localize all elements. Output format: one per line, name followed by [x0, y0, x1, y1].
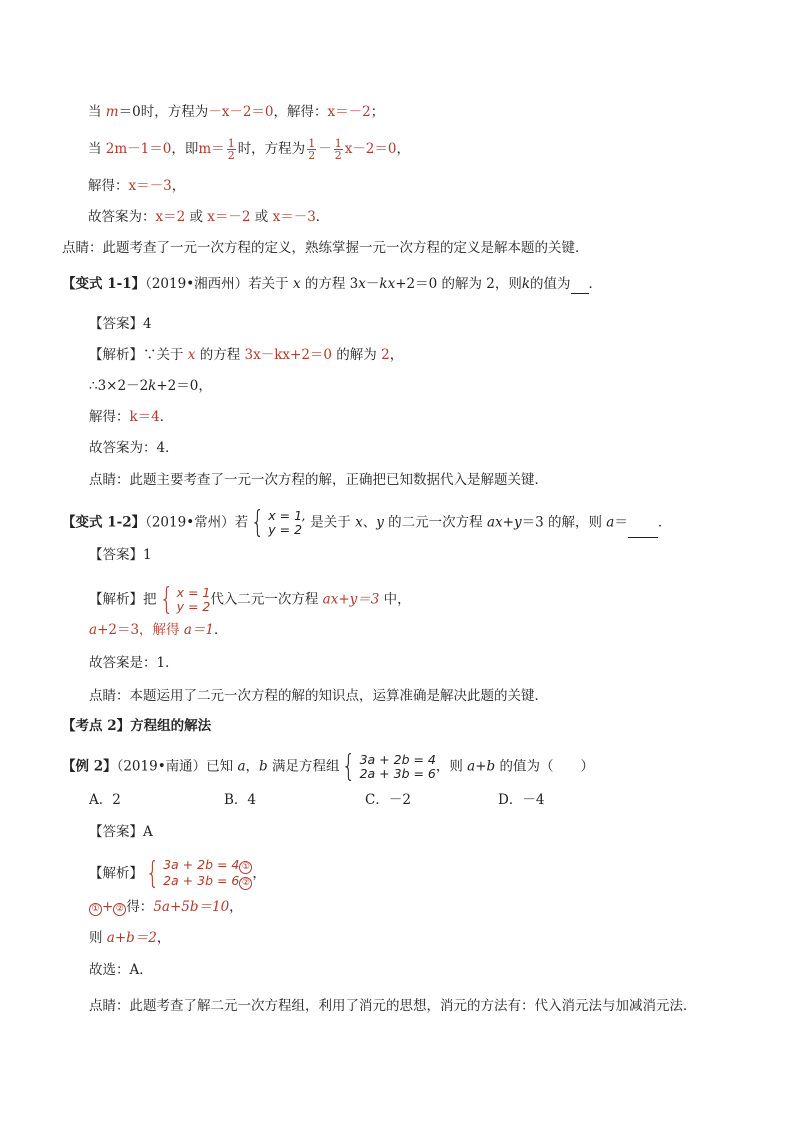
solution-line-1	[88, 102, 384, 122]
fraction: $\frac{1}{2}$	[334, 137, 342, 162]
text: 当	[88, 141, 106, 157]
variant-1-1-final: 故答案为：4．	[89, 440, 179, 456]
math: x－2＝0	[344, 141, 397, 157]
commentary-1: 点睛：此题考查了一元一次方程的定义，熟练掌握一元一次方程的定义是解本题的关键．	[62, 240, 589, 256]
equation-system: { x = 1 y = 2	[159, 582, 211, 617]
fraction: $\frac{1}{2}$	[308, 137, 316, 162]
math: －	[318, 141, 332, 157]
variant-1-1-step-2: ∴3×2－2k+2＝0，	[89, 378, 212, 394]
variant-1-1-step-3: 解得：k＝4．	[89, 409, 174, 425]
text: ，解得：	[273, 104, 328, 120]
text: ，即	[171, 141, 199, 157]
variant-1-2-step-2: a+2＝3，解得 a＝1．	[89, 622, 228, 638]
example-2-step-3: 则 a+b＝2，	[89, 930, 171, 946]
variant-tag: 【变式 1-2】	[62, 514, 146, 531]
variant-1-1-question: 【变式 1-1】（2019•湘西州）若关于 x 的方程 3x－kx+2＝0 的解为 2，则k的值为 ．	[62, 276, 603, 292]
variant-1-1-commentary: 点睛：此题主要考查了一元一次方程的解，正确把已知数据代入是解题关键．	[89, 472, 548, 488]
math: －x－2＝0	[208, 104, 274, 120]
example-2-commentary: 点睛：此题考查了解二元一次方程组，利用了消元的思想，消元的方法有：代入消元法与加减消元法．	[89, 998, 697, 1014]
key-point-heading: 【考点 2】方程组的解法	[62, 718, 212, 734]
solution-line-4: 故答案为：x＝2 或 x＝－2 或 x＝－3．	[88, 209, 330, 225]
variant-1-1-answer: 【答案】4	[89, 316, 152, 332]
option-d: D．－4	[498, 792, 545, 808]
math: x＝－2	[327, 104, 371, 120]
solution-line-2	[88, 138, 410, 161]
text: ，	[396, 141, 410, 157]
example-2-step-2: ① + ② 得：5a+5b＝10，	[89, 897, 243, 917]
example-tag: 【例 2】	[62, 758, 117, 775]
example-2-answer: 【答案】A	[89, 824, 153, 840]
variant-tag: 【变式 1-1】	[62, 276, 146, 292]
variant-1-2-final: 故答案是：1．	[89, 655, 179, 671]
text: 当	[88, 104, 106, 120]
variant-1-2-answer: 【答案】1	[89, 547, 152, 563]
equation-system: { x = 1, y = 2	[251, 505, 307, 540]
fraction: $\frac{1}{2}$	[227, 137, 235, 162]
text: ；	[370, 104, 385, 120]
option-b: B．4	[224, 792, 257, 808]
option-c: C．－2	[365, 792, 411, 808]
example-2-question: 【例 2】（2019•南通）已知 a，b 满足方程组 { 3a + 2b = 4 2a + 3b = 6 ，则 a+b 的值为（ ）	[62, 749, 594, 784]
variant-1-2-analysis: 【解析】把 { x = 1 y = 2 代入二元一次方程 ax+y＝3 中，	[89, 582, 411, 617]
math: 2m－1＝0	[105, 141, 172, 157]
equation-system: { 3a + 2b = 4 ① 2a + 3b = 6 ②	[143, 858, 252, 890]
equation-system: { 3a + 2b = 4 2a + 3b = 6	[342, 749, 436, 784]
text: 时，方程为	[237, 141, 306, 157]
variant-1-2-question: 【变式 1-2】（2019•常州）若 { x = 1, y = 2 是关于 x、y 的二元一次方程 ax+y＝3 的解，则 a＝ ．	[62, 505, 672, 540]
example-2-analysis: 【解析】 { 3a + 2b = 4 ① 2a + 3b = 6 ② ，	[89, 856, 266, 891]
answer-blank	[628, 523, 658, 538]
variant-1-2-commentary: 点睛：本题运用了二元一次方程的解的知识点，运算准确是解决此题的关键．	[89, 688, 548, 704]
solution-line-3: 解得：x＝－3，	[88, 178, 186, 194]
answer-blank	[571, 279, 589, 294]
math: m	[105, 104, 119, 120]
text: ＝0时，方程为	[118, 104, 209, 120]
example-2-final: 故选：A．	[89, 962, 153, 978]
variant-1-1-analysis: 【解析】∵关于 x 的方程 3x－kx+2＝0 的解为 2，	[89, 347, 404, 363]
math: m＝	[198, 141, 225, 157]
option-a: A．2	[89, 792, 121, 808]
